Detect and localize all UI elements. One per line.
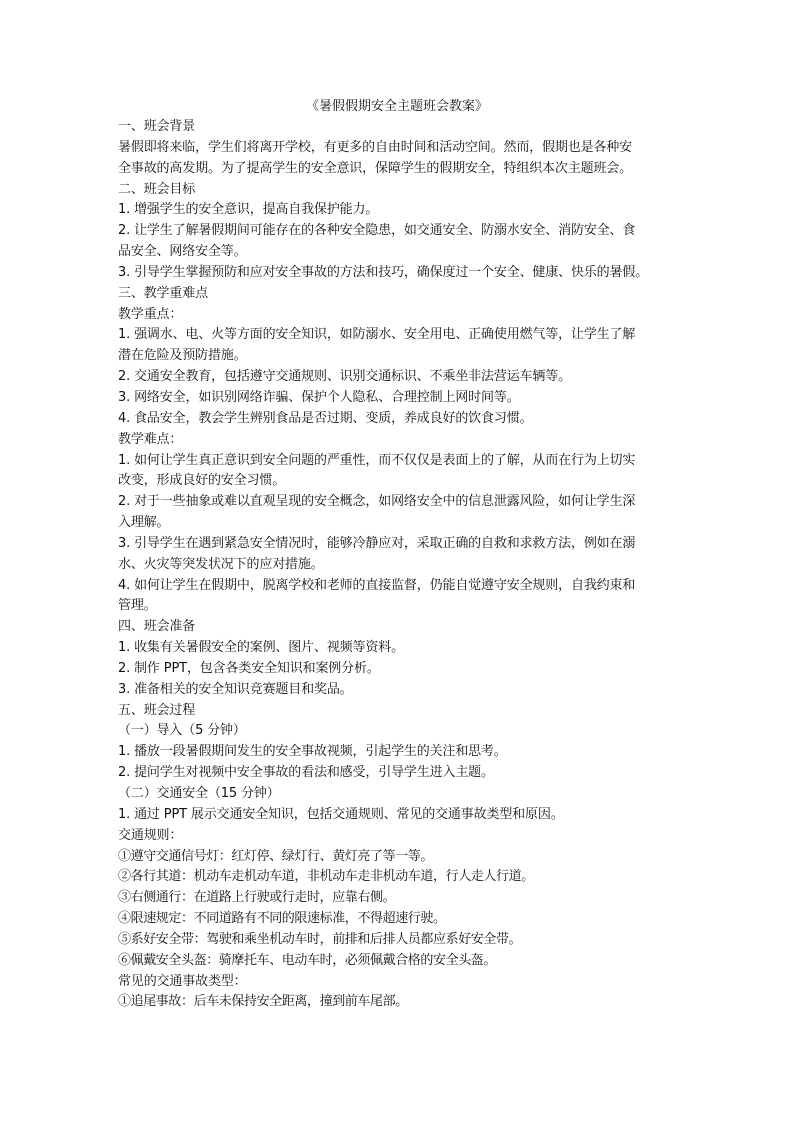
list-item: 1. 通过 PPT 展示交通安全知识，包括交通规则、常见的交通事故类型和原因。: [118, 806, 564, 822]
list-item: 2. 对于一些抽象或难以直观呈现的安全概念，如网络安全中的信息泄露风险，如何让学生深: [118, 494, 636, 510]
section-heading: 二、班会目标: [118, 181, 196, 197]
list-item-continuation: 潜在危险及预防措施。: [118, 348, 247, 364]
section-heading: 四、班会准备: [118, 619, 196, 635]
list-item: 3. 准备相关的安全知识竞赛题目和奖品。: [118, 681, 353, 697]
document-title: 《暑假假期安全主题班会教案》: [305, 99, 488, 114]
paragraph-line: 暑假即将来临，学生们将离开学校，有更多的自由时间和活动空间。然而，假期也是各种安: [118, 139, 633, 155]
list-item: 1. 播放一段暑假期间发生的安全事故视频，引起学生的关注和思考。: [118, 744, 507, 760]
subheading: 教学难点：: [118, 431, 183, 447]
subheading: 常见的交通事故类型：: [118, 973, 247, 989]
rule-item: ④限速规定：不同道路有不同的限速标准，不得超速行驶。: [118, 911, 446, 927]
list-item: 2. 让学生了解暑假期间可能存在的各种安全隐患，如交通安全、防溺水安全、消防安全、食: [118, 223, 636, 239]
rule-item: ③右侧通行：在道路上行驶或行走时，应靠右侧。: [118, 890, 396, 906]
rule-item: ⑥佩戴安全头盔：骑摩托车、电动车时，必须佩戴合格的安全头盔。: [118, 952, 497, 968]
document-body: [118, 117, 678, 1013]
list-item: 2. 提问学生对视频中安全事故的看法和感受，引导学生进入主题。: [118, 765, 494, 781]
subheading: （二）交通安全（15 分钟）: [118, 786, 280, 801]
section-heading: 三、教学重难点: [118, 285, 208, 301]
list-item: 1. 强调水、电、火等方面的安全知识，如防溺水、安全用电、正确使用燃气等，让学生了解: [118, 327, 636, 343]
rule-item: ②各行其道：机动车走机动车道，非机动车走非机动车道，行人走人行道。: [118, 869, 534, 885]
list-item: 1. 增强学生的安全意识，提高自我保护能力。: [118, 202, 379, 218]
rule-item: ⑤系好安全带：驾驶和乘坐机动车时，前排和后排人员都应系好安全带。: [118, 931, 522, 947]
subheading: （一）导入（5 分钟）: [118, 723, 246, 739]
section-heading: 一、班会背景: [118, 119, 196, 134]
list-item-continuation: 入理解。: [118, 515, 170, 531]
list-item: 4. 如何让学生在假期中，脱离学校和老师的直接监督，仍能自觉遵守安全规则，自我约束和: [118, 577, 636, 593]
paragraph-line: 全事故的高发期。为了提高学生的安全意识，保障学生的假期安全，特组织本次主题班会。: [118, 160, 633, 176]
list-item: 4. 食品安全，教会学生辨别食品是否过期、变质，养成良好的饮食习惯。: [118, 410, 533, 426]
subheading: 交通规则：: [118, 827, 183, 843]
list-item-continuation: 改变，形成良好的安全习惯。: [118, 473, 286, 489]
list-item-continuation: 管理。: [118, 598, 157, 614]
list-item-continuation: 品安全、网络安全等。: [118, 244, 247, 260]
list-item: 3. 网络安全，如识别网络诈骗、保护个人隐私、合理控制上网时间等。: [118, 389, 520, 405]
subheading: 教学重点：: [118, 306, 183, 322]
list-item: 3. 引导学生在遇到紧急安全情况时，能够冷静应对，采取正确的自救和求救方法，例如在溺: [118, 535, 636, 551]
list-item: 1. 收集有关暑假安全的案例、图片、视频等资料。: [118, 640, 404, 656]
rule-item: ①追尾事故：后车未保持安全距离，撞到前车尾部。: [118, 994, 408, 1010]
list-item: 2. 交通安全教育，包括遵守交通规则、识别交通标识、不乘坐非法营运车辆等。: [118, 369, 571, 385]
list-item: 2. 制作 PPT，包含各类安全知识和案例分析。: [118, 660, 380, 676]
section-heading: 五、班会过程: [118, 702, 196, 718]
list-item: 3. 引导学生掌握预防和应对安全事故的方法和技巧，确保度过一个安全、健康、快乐的暑假。: [118, 264, 649, 280]
list-item: 1. 如何让学生真正意识到安全问题的严重性，而不仅仅是表面上的了解，从而在行为上切实: [118, 452, 636, 468]
list-item-continuation: 水、火灾等突发状况下的应对措施。: [118, 556, 324, 572]
rule-item: ①遵守交通信号灯：红灯停、绿灯行、黄灯亮了等一等。: [118, 848, 434, 864]
